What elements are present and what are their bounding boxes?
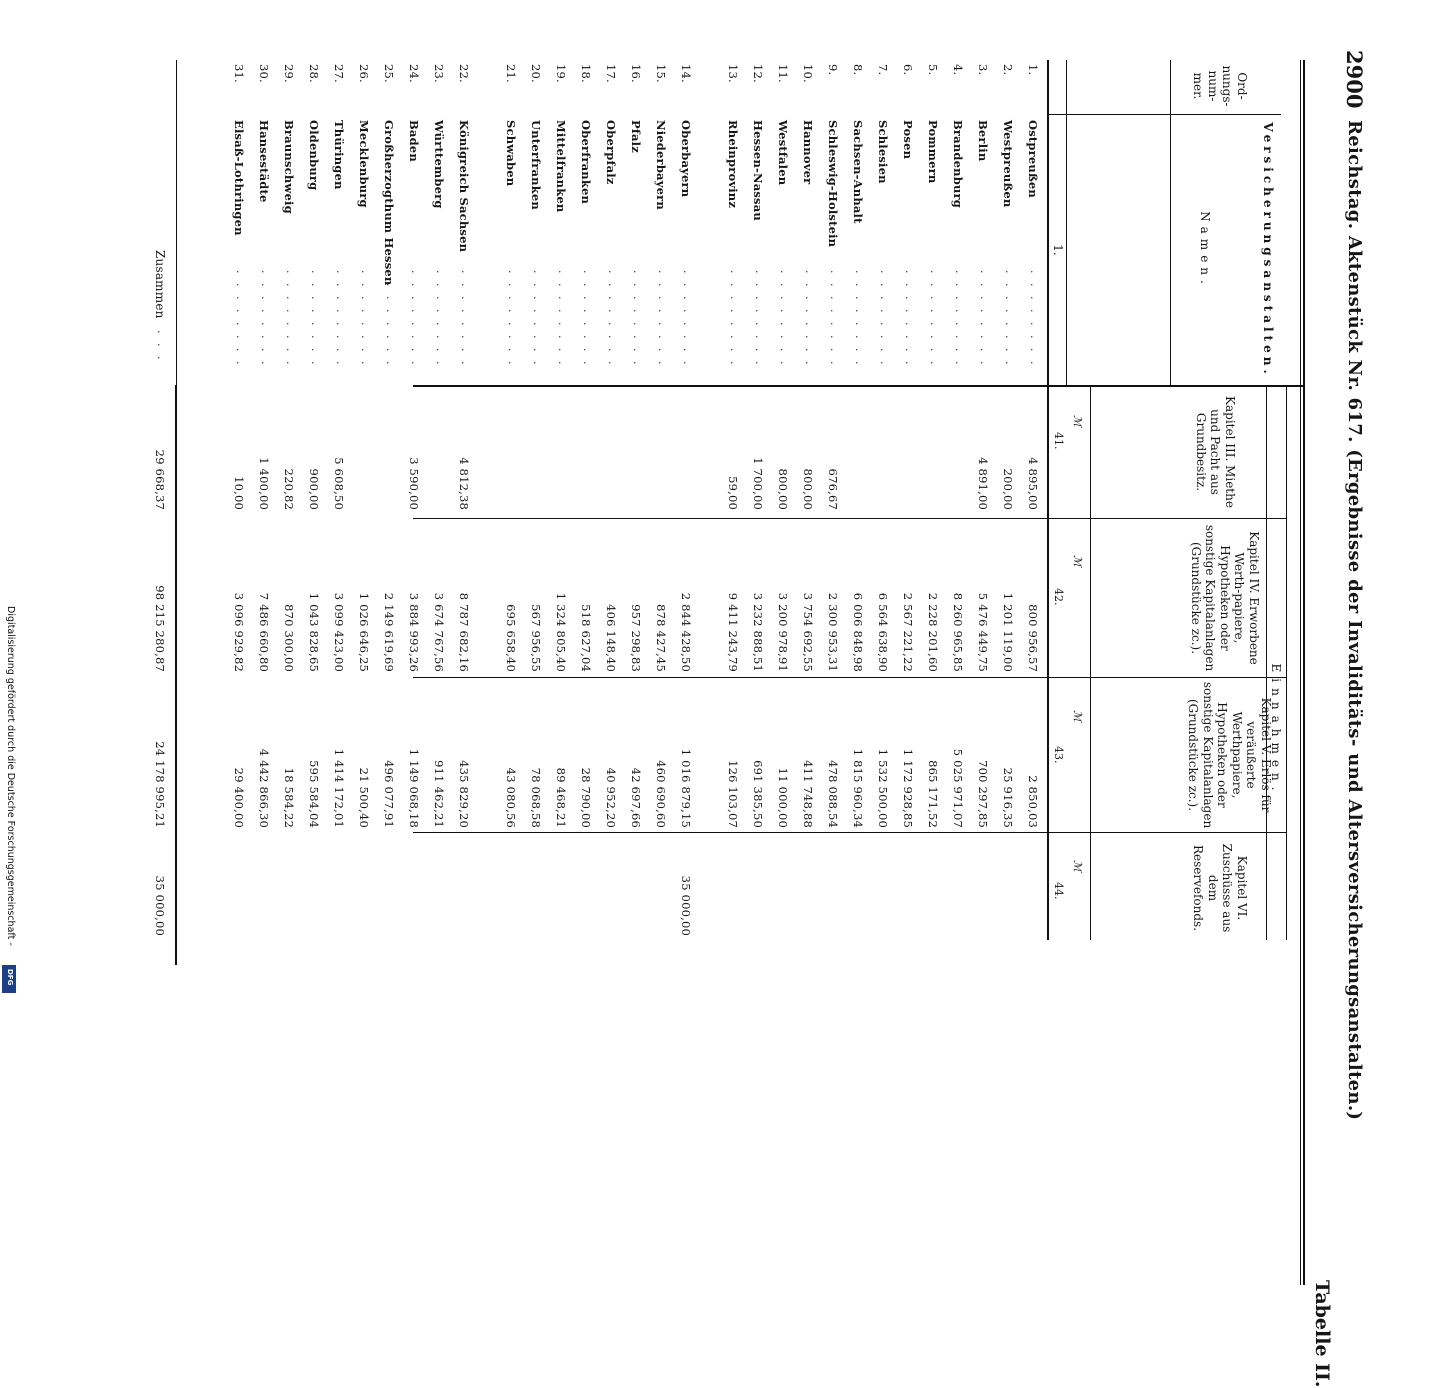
row-number: 28. (307, 64, 321, 83)
divider-name-money (413, 385, 1305, 387)
row-name: Oberfranken (579, 120, 593, 205)
row-col43: 865 171,52 (926, 760, 940, 828)
row-number: 13. (726, 64, 740, 83)
row-col42: 406 148,40 (604, 604, 618, 672)
page-number: 2900 (1342, 50, 1367, 109)
row-number: 17. (604, 64, 618, 83)
row-leader-dots: . . . . . . . . (581, 270, 594, 368)
footer-credit-text: Digitalisierung gefördert durch die Deutsche Forschungsgemeinschaft - (5, 606, 16, 946)
row-name: Pommern (926, 120, 940, 184)
header-einnahmen: Einnahmen. (1269, 663, 1283, 797)
row-number: 18. (579, 64, 593, 83)
row-col42: 567 956,55 (529, 604, 543, 672)
row-col43: 1 815 960,34 (851, 748, 865, 828)
row-leader-dots: . . . . . . . . (803, 270, 816, 368)
row-col42: 8 260 965,85 (951, 592, 965, 672)
dfg-logo (2, 965, 16, 993)
header-name-index: 1. (1051, 244, 1065, 256)
row-leader-dots: . . . . . . . . (234, 270, 247, 368)
row-col44: 35 000,00 (679, 875, 693, 936)
row-number: 6. (901, 64, 915, 76)
row-col43: 911 462,21 (432, 760, 446, 828)
row-leader-dots: . . . . . . . . (928, 270, 941, 368)
row-leader-dots: . . . . . . . . (828, 270, 841, 368)
row-col43: 691 385,50 (751, 760, 765, 828)
row-col41: 900,00 (307, 468, 321, 510)
index-42: 42. (1052, 588, 1065, 606)
row-col43: 1 016 879,15 (679, 748, 693, 828)
row-number: 30. (257, 64, 271, 83)
row-col43: 43 080,56 (504, 767, 518, 828)
row-number: 27. (332, 64, 346, 83)
row-number: 20. (529, 64, 543, 83)
total-money-rule (175, 385, 177, 965)
row-col42: 1 043 828,65 (307, 592, 321, 672)
row-col42: 2 567 221,22 (901, 592, 915, 672)
row-col43: 18 584,22 (282, 767, 296, 828)
index-41: 41. (1052, 432, 1065, 450)
row-number: 12. (751, 64, 765, 83)
row-name: Hansestädte (257, 120, 271, 203)
row-col42: 5 476 449,75 (976, 592, 990, 672)
row-number: 8. (851, 64, 865, 76)
row-number: 1. (1026, 64, 1040, 76)
row-name: Oberpfalz (604, 120, 618, 185)
divider-col42-col43 (413, 677, 1287, 678)
row-name: Pfalz (629, 120, 643, 153)
row-name: Ostpreußen (1026, 120, 1040, 198)
row-col41: 800,00 (776, 468, 790, 510)
row-col41: 4 891,00 (976, 457, 990, 510)
divider-num-name (1047, 114, 1281, 115)
row-col42: 6 006 848,98 (851, 592, 865, 672)
row-name: Posen (901, 120, 915, 160)
einnahmen-sub-rule (1266, 385, 1267, 940)
row-name: Königreich Sachsen (457, 120, 471, 253)
unit-col41: ℳ (1071, 415, 1084, 427)
row-name: Elsaß-Lothringen (232, 120, 246, 236)
row-col43: 25 916,35 (1001, 767, 1015, 828)
row-number: 29. (282, 64, 296, 83)
header-kapitel-6: Kapitel VI. Zuschüsse aus dem Reservefonds. (1191, 843, 1249, 933)
row-col42: 878 427,45 (654, 604, 668, 672)
row-leader-dots: . . . . . . . . (506, 270, 519, 368)
table-label: Tabelle II. (1311, 1280, 1333, 1388)
row-col41: 10,00 (232, 476, 246, 510)
row-number: 4. (951, 64, 965, 76)
row-col43: 478 088,54 (826, 760, 840, 828)
footer-credit (2, 606, 16, 996)
row-number: 22. (457, 64, 471, 83)
row-leader-dots: . . . . . . . . (753, 270, 766, 368)
row-col43: 78 068,58 (529, 767, 543, 828)
row-col42: 3 096 929,82 (232, 592, 246, 672)
row-col43: 1 149 068,18 (407, 748, 421, 828)
total-top-rule (176, 60, 177, 385)
row-col43: 29 400,00 (232, 767, 246, 828)
row-name: Berlin (976, 120, 990, 162)
header-namen: Namen. (1198, 211, 1212, 289)
row-name: Mecklenburg (357, 120, 371, 208)
row-col43: 460 690,60 (654, 760, 668, 828)
row-number: 3. (976, 64, 990, 76)
row-col41: 676,67 (826, 468, 840, 510)
row-leader-dots: . . . . . . . . (556, 270, 569, 368)
row-col42: 7 486 660,80 (257, 592, 271, 672)
row-number: 19. (554, 64, 568, 83)
table-top-rule (1303, 60, 1305, 1285)
row-leader-dots: . . . . . . . . (309, 270, 322, 368)
unit-col42: ℳ (1071, 555, 1084, 567)
row-col43: 89 468,21 (554, 767, 568, 828)
row-leader-dots: . . . . . . . . (853, 270, 866, 368)
row-col42: 3 754 692,55 (801, 592, 815, 672)
row-col41: 4 812,38 (457, 457, 471, 510)
row-col42: 3 099 423,00 (332, 592, 346, 672)
header-kapitel-3: Kapitel III. Miethe und Pacht aus Grundbesitz. (1194, 396, 1237, 508)
row-col43: 5 025 971,07 (951, 748, 965, 828)
row-leader-dots: . . . . . . . . (778, 270, 791, 368)
row-col43: 40 952,20 (604, 767, 618, 828)
row-number: 26. (357, 64, 371, 83)
row-col41: 800,00 (801, 468, 815, 510)
row-col42: 3 674 767,56 (432, 592, 446, 672)
row-col43: 411 748,88 (801, 760, 815, 828)
row-col41: 1 400,00 (257, 457, 271, 510)
header-index-rule (1066, 60, 1067, 385)
row-col42: 1 026 646,25 (357, 592, 371, 672)
row-leader-dots: . . . . . . . . (728, 270, 741, 368)
row-number: 25. (382, 64, 396, 83)
row-col43: 496 077,91 (382, 760, 396, 828)
row-name: Westpreußen (1001, 120, 1015, 208)
row-name: Niederbayern (654, 120, 668, 210)
total-col42: 98 215 280,87 (153, 585, 167, 672)
row-col43: 28 790,00 (579, 767, 593, 828)
row-leader-dots: . . . . . . . . (359, 270, 372, 368)
row-number: 5. (926, 64, 940, 76)
row-col43: 1 532 500,00 (876, 748, 890, 828)
row-col42: 518 627,04 (579, 604, 593, 672)
row-col41: 220,82 (282, 468, 296, 510)
row-number: 21. (504, 64, 518, 83)
row-col43: 2 850,03 (1026, 775, 1040, 828)
row-col41: 1 700,00 (751, 457, 765, 510)
row-col42: 957 298,83 (629, 604, 643, 672)
row-number: 14. (679, 64, 693, 83)
row-number: 2. (1001, 64, 1015, 76)
row-leader-dots: . . . . . . . . (978, 270, 991, 368)
row-col42: 1 201 119,00 (1001, 592, 1015, 672)
row-col42: 3 232 888,51 (751, 592, 765, 672)
index-44: 44. (1052, 882, 1065, 900)
divider-col43-col44 (413, 832, 1287, 833)
header-kapitel-4: Kapitel IV. Erworbene Werth-papiere, Hypotheken oder sonstige Kapitalanlagen (Grundstücke zc.). (1189, 524, 1261, 672)
divider-col41-col42 (413, 518, 1287, 519)
row-leader-dots: . . . . . . . . (903, 270, 916, 368)
header-bottom-rule (1047, 60, 1049, 940)
row-leader-dots: . . . . . . . . (384, 270, 397, 368)
row-col42: 6 564 638,90 (876, 592, 890, 672)
row-col42: 695 658,40 (504, 604, 518, 672)
row-leader-dots: . . . . . . . . (606, 270, 619, 368)
header-ordnungsnummer: Ord-nungs-num-mer. (1191, 65, 1249, 107)
row-name: Schleswig-Holstein (826, 120, 840, 248)
row-name: Hessen-Nassau (751, 120, 765, 221)
row-leader-dots: . . . . . . . . (259, 270, 272, 368)
row-leader-dots: . . . . . . . . (1003, 270, 1016, 368)
row-leader-dots: . . . . . . . . (878, 270, 891, 368)
row-col43: 21 500,40 (357, 767, 371, 828)
row-number: 16. (629, 64, 643, 83)
row-name: Westfalen (776, 120, 790, 186)
row-col43: 42 697,66 (629, 767, 643, 828)
row-col41: 200,00 (1001, 468, 1015, 510)
row-number: 24. (407, 64, 421, 83)
page-title: Reichstag. Aktenstück Nr. 617. (Ergebnisse der Invaliditäts- und Altersversicherungsanstalten.) (1344, 120, 1365, 1121)
unit-col43: ℳ (1071, 710, 1084, 722)
row-number: 9. (826, 64, 840, 76)
row-col43: 4 442 866,30 (257, 748, 271, 828)
row-leader-dots: . . . . . . . . (953, 270, 966, 368)
total-col43: 24 178 995,21 (153, 741, 167, 828)
row-leader-dots: . . . . . . . . (284, 270, 297, 368)
row-name: Württemberg (432, 120, 446, 209)
header-sub-rule (1170, 60, 1171, 385)
row-name: Unterfranken (529, 120, 543, 210)
total-dots: . . . (155, 330, 168, 363)
einnahmen-rule (1286, 385, 1287, 940)
row-col43: 435 829,20 (457, 760, 471, 828)
row-col42: 8 787 682,16 (457, 592, 471, 672)
row-col43: 700 297,85 (976, 760, 990, 828)
row-leader-dots: . . . . . . . . (459, 270, 472, 368)
table-top-rule-2 (1300, 60, 1301, 1285)
row-name: Oberbayern (679, 120, 693, 198)
row-number: 15. (654, 64, 668, 83)
row-col42: 2 149 619,69 (382, 592, 396, 672)
unit-col44: ℳ (1071, 860, 1084, 872)
row-number: 31. (232, 64, 246, 83)
total-col41: 29 668,37 (153, 449, 167, 510)
row-col43: 126 103,07 (726, 760, 740, 828)
row-leader-dots: . . . . . . . . (409, 270, 422, 368)
header-kapitel-5: Kapitel V. Erlös für veräußerte Werthpapiere, Hypotheken oder sonstige Kapitalanlagen (Grundstücke zc.). (1186, 681, 1273, 829)
row-name: Schwaben (504, 120, 518, 187)
row-col43: 1 414 172,01 (332, 748, 346, 828)
total-label: Zusammen (153, 250, 167, 319)
row-col43: 11 000,00 (776, 767, 790, 828)
row-col42: 800 956,57 (1026, 604, 1040, 672)
row-col42: 2 228 201,60 (926, 592, 940, 672)
row-col42: 2 300 953,31 (826, 592, 840, 672)
row-col41: 59,00 (726, 476, 740, 510)
row-leader-dots: . . . . . . . . (334, 270, 347, 368)
row-col41: 5 608,50 (332, 457, 346, 510)
row-col41: 4 895,00 (1026, 457, 1040, 510)
row-name: Baden (407, 120, 421, 162)
row-name: Brandenburg (951, 120, 965, 209)
row-name: Braunschweig (282, 120, 296, 214)
row-leader-dots: . . . . . . . . (1028, 270, 1041, 368)
row-number: 23. (432, 64, 446, 83)
header-versicherungsanstalten: Versicherungsanstalten. (1261, 122, 1275, 378)
row-col42: 2 844 428,50 (679, 592, 693, 672)
row-name: Hannover (801, 120, 815, 185)
row-col42: 3 200 978,91 (776, 592, 790, 672)
row-leader-dots: . . . . . . . . (434, 270, 447, 368)
row-col43: 595 584,04 (307, 760, 321, 828)
unit-rule (1090, 385, 1091, 940)
row-col41: 3 590,00 (407, 457, 421, 510)
row-name: Rheinprovinz (726, 120, 740, 209)
rotated-table-page (67, 40, 1367, 1388)
row-number: 7. (876, 64, 890, 76)
row-name: Sachsen-Anhalt (851, 120, 865, 224)
row-name: Oldenburg (307, 120, 321, 191)
row-col42: 1 324 805,40 (554, 592, 568, 672)
row-leader-dots: . . . . . . . . (631, 270, 644, 368)
row-name: Mittelfranken (554, 120, 568, 213)
row-name: Großherzogthum Hessen (382, 120, 396, 286)
row-number: 11. (776, 64, 790, 83)
row-number: 10. (801, 64, 815, 83)
index-43: 43. (1052, 746, 1065, 764)
row-col42: 3 884 993,26 (407, 592, 421, 672)
row-col42: 870 300,00 (282, 604, 296, 672)
row-leader-dots: . . . . . . . . (531, 270, 544, 368)
row-name: Schlesien (876, 120, 890, 184)
row-leader-dots: . . . . . . . . (656, 270, 669, 368)
row-name: Thüringen (332, 120, 346, 190)
dfg-logo-text: DFG (6, 969, 14, 986)
row-col43: 1 172 928,85 (901, 748, 915, 828)
total-col44: 35 000,00 (153, 875, 167, 936)
row-leader-dots: . . . . . . . . (681, 270, 694, 368)
row-col42: 9 411 243,79 (726, 592, 740, 672)
